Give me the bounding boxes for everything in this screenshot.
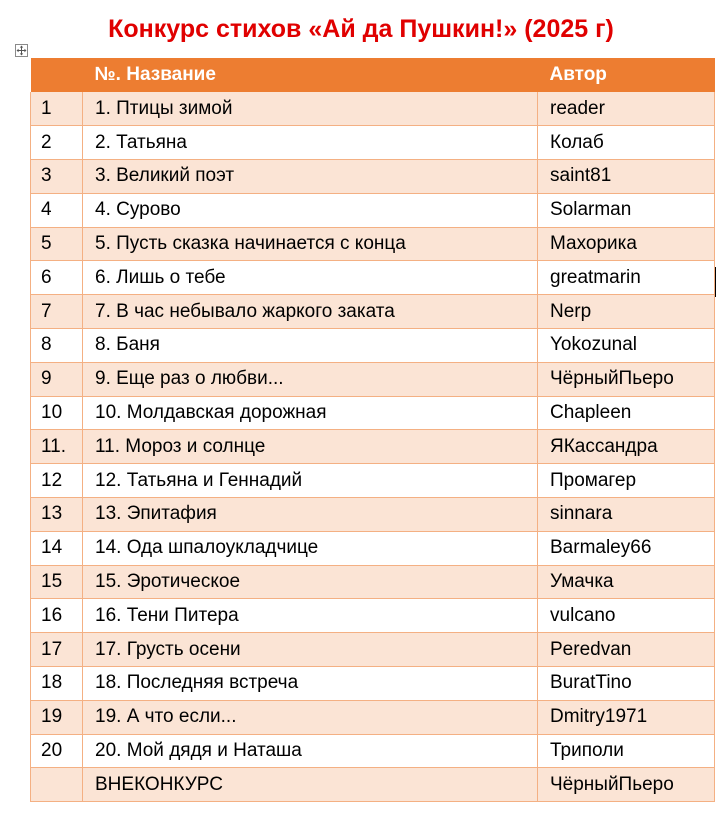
table-row	[31, 667, 715, 701]
move-arrows-icon[interactable]	[15, 44, 28, 57]
table-row	[31, 92, 715, 126]
header-author: Автор	[538, 58, 715, 92]
poem-author[interactable]: Yokozunal	[538, 329, 715, 363]
row-number[interactable]: 11.	[31, 430, 83, 464]
poem-title[interactable]: 5. Пусть сказка начинается с конца	[83, 227, 538, 261]
table-row	[31, 700, 715, 734]
row-number[interactable]: 1	[31, 92, 83, 126]
poem-title[interactable]: 2. Татьяна	[83, 126, 538, 160]
poem-author[interactable]: BuratTino	[538, 667, 715, 701]
poem-title[interactable]: 17. Грусть осени	[83, 633, 538, 667]
row-number[interactable]	[31, 768, 83, 802]
poem-title[interactable]: 20. Мой дядя и Наташа	[83, 734, 538, 768]
poem-title[interactable]: 18. Последняя встреча	[83, 667, 538, 701]
poem-title[interactable]: 11. Мороз и солнце	[83, 430, 538, 464]
header-number	[31, 58, 83, 92]
poem-title[interactable]: 14. Ода шпалоукладчице	[83, 531, 538, 565]
poem-title[interactable]: 9. Еще раз о любви...	[83, 362, 538, 396]
poem-title[interactable]: 13. Эпитафия	[83, 498, 538, 532]
row-number[interactable]: 9	[31, 362, 83, 396]
poem-author[interactable]: Peredvan	[538, 633, 715, 667]
row-number[interactable]: 14	[31, 531, 83, 565]
row-number[interactable]: 3	[31, 160, 83, 194]
row-number[interactable]: 4	[31, 193, 83, 227]
row-number[interactable]: 17	[31, 633, 83, 667]
poem-author[interactable]: Barmaley66	[538, 531, 715, 565]
poem-author[interactable]: vulcano	[538, 599, 715, 633]
row-number[interactable]: 16	[31, 599, 83, 633]
row-number[interactable]: 20	[31, 734, 83, 768]
poem-title[interactable]: 6. Лишь о тебе	[83, 261, 538, 295]
row-number[interactable]: 13	[31, 498, 83, 532]
table-row	[31, 565, 715, 599]
poem-title[interactable]: 15. Эротическое	[83, 565, 538, 599]
row-number[interactable]: 8	[31, 329, 83, 363]
poems-table	[30, 58, 715, 802]
poem-title[interactable]: 1. Птицы зимой	[83, 92, 538, 126]
poem-author[interactable]: Махорика	[538, 227, 715, 261]
table-row	[31, 633, 715, 667]
poem-author[interactable]: ЯКассандра	[538, 430, 715, 464]
row-number[interactable]: 19	[31, 700, 83, 734]
table-row	[31, 396, 715, 430]
table-row	[31, 227, 715, 261]
table-row	[31, 126, 715, 160]
poem-title[interactable]: 3. Великий поэт	[83, 160, 538, 194]
poem-author[interactable]: ЧёрныйПьеро	[538, 362, 715, 396]
table-row	[31, 734, 715, 768]
poem-title[interactable]: 8. Баня	[83, 329, 538, 363]
poem-author[interactable]: Триполи	[538, 734, 715, 768]
poem-author[interactable]: Умачка	[538, 565, 715, 599]
table-row	[31, 768, 715, 802]
row-number[interactable]: 6	[31, 261, 83, 295]
poem-author[interactable]: greatmarin	[538, 261, 715, 295]
table-row	[31, 531, 715, 565]
table-row	[31, 329, 715, 363]
table-row	[31, 193, 715, 227]
row-number[interactable]: 15	[31, 565, 83, 599]
poem-title[interactable]: 19. А что если...	[83, 700, 538, 734]
row-number[interactable]: 12	[31, 464, 83, 498]
poem-author[interactable]: Колаб	[538, 126, 715, 160]
table-row	[31, 498, 715, 532]
table-header-row	[31, 58, 715, 92]
header-title: №. Название	[83, 58, 538, 92]
row-number[interactable]: 7	[31, 295, 83, 329]
text-cursor	[715, 267, 716, 297]
table-row	[31, 599, 715, 633]
row-number[interactable]: 10	[31, 396, 83, 430]
table-row	[31, 261, 715, 295]
poem-author[interactable]: Solarman	[538, 193, 715, 227]
poem-author[interactable]: ЧёрныйПьеро	[538, 768, 715, 802]
poem-author[interactable]: saint81	[538, 160, 715, 194]
page-title: Конкурс стихов «Ай да Пушкин!» (2025 г)	[108, 15, 614, 43]
poem-author[interactable]: Nerp	[538, 295, 715, 329]
row-number[interactable]: 5	[31, 227, 83, 261]
poem-author[interactable]: reader	[538, 92, 715, 126]
poem-title[interactable]: 10. Молдавская дорожная	[83, 396, 538, 430]
table-row	[31, 362, 715, 396]
row-number[interactable]: 18	[31, 667, 83, 701]
poem-title[interactable]: ВНЕКОНКУРС	[83, 768, 538, 802]
poem-title[interactable]: 7. В час небывало жаркого заката	[83, 295, 538, 329]
table-row	[31, 430, 715, 464]
table-row	[31, 464, 715, 498]
poem-title[interactable]: 16. Тени Питера	[83, 599, 538, 633]
table-row	[31, 160, 715, 194]
poem-title[interactable]: 12. Татьяна и Геннадий	[83, 464, 538, 498]
row-number[interactable]: 2	[31, 126, 83, 160]
table-row	[31, 295, 715, 329]
poem-author[interactable]: Dmitry1971	[538, 700, 715, 734]
poem-author[interactable]: Chapleen	[538, 396, 715, 430]
poem-author[interactable]: Промагер	[538, 464, 715, 498]
poem-author[interactable]: sinnara	[538, 498, 715, 532]
poem-title[interactable]: 4. Сурово	[83, 193, 538, 227]
